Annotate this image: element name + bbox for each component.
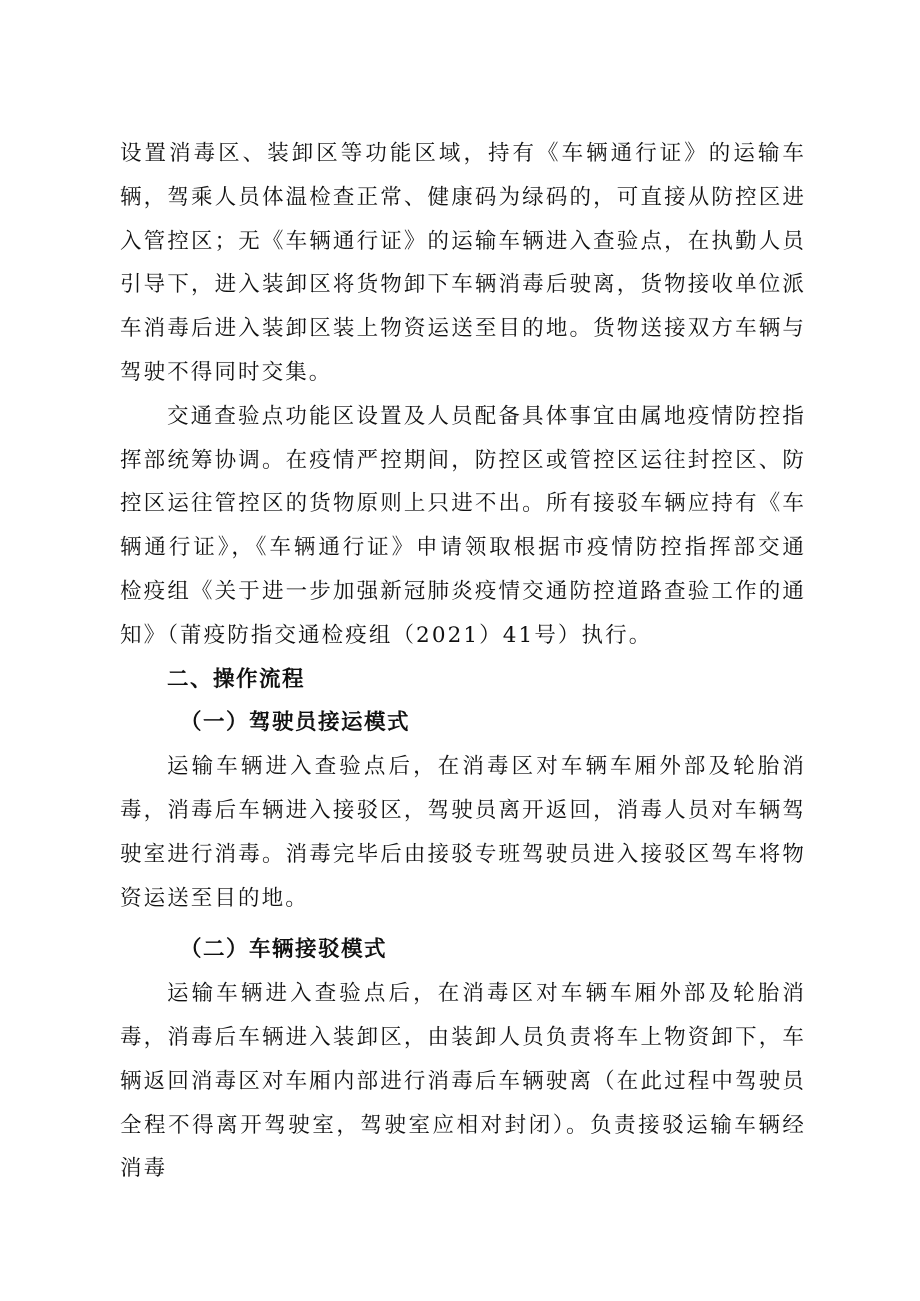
document-body <box>120 132 806 1191</box>
paragraph-function-zones: 设置消毒区、装卸区等功能区域，持有《车辆通行证》的运输车辆，驾乘人员体温检查正常、健康码为绿码的，可直接从防控区进入管控区；无《车辆通行证》的运输车辆进入查验点，在执勤人员引导下，进入装卸区将货物卸下车辆消毒后驶离，货物接收单位派车消毒后进入装卸区装上物资运送至目的地。货物送接双方车辆与驾驶不得同时交集。 <box>120 141 806 385</box>
section-heading-operation-process: 二、操作流程 <box>167 666 306 692</box>
paragraph-checkpoint-setup: 交通查验点功能区设置及人员配备具体事宜由属地疫情防控指挥部统筹协调。在疫情严控期间，防控区或管控区运往封控区、防控区运往管控区的货物原则上只进不出。所有接驳车辆应持有《车辆通行证》，《车辆通行证》申请领取根据市疫情防控指挥部交通检疫组《关于进一步加强新冠肺炎疫情交通防控道路查验工作的通知》（莆疫防指交通检疫组（2021）41号）执行。 <box>120 403 806 648</box>
subheading-vehicle-transfer-mode: （二）车辆接驳模式 <box>180 937 388 963</box>
paragraph-driver-transfer-mode: 运输车辆进入查验点后，在消毒区对车辆车厢外部及轮胎消毒，消毒后车辆进入接驳区，驾驶员离开返回，消毒人员对车辆驾驶室进行消毒。消毒完毕后由接驳专班驾驶员进入接驳区驾车将物资运送至目的地。 <box>120 754 806 911</box>
subheading-driver-transfer-mode: （一）驾驶员接运模式 <box>180 710 411 736</box>
paragraph-vehicle-transfer-mode: 运输车辆进入查验点后，在消毒区对车辆车厢外部及轮胎消毒，消毒后车辆进入装卸区，由装卸人员负责将车上物资卸下，车辆返回消毒区对车厢内部进行消毒后车辆驶离（在此过程中驾驶员全程不得离开驾驶室，驾驶室应相对封闭）。负责接驳运输车辆经消毒 <box>120 981 806 1182</box>
